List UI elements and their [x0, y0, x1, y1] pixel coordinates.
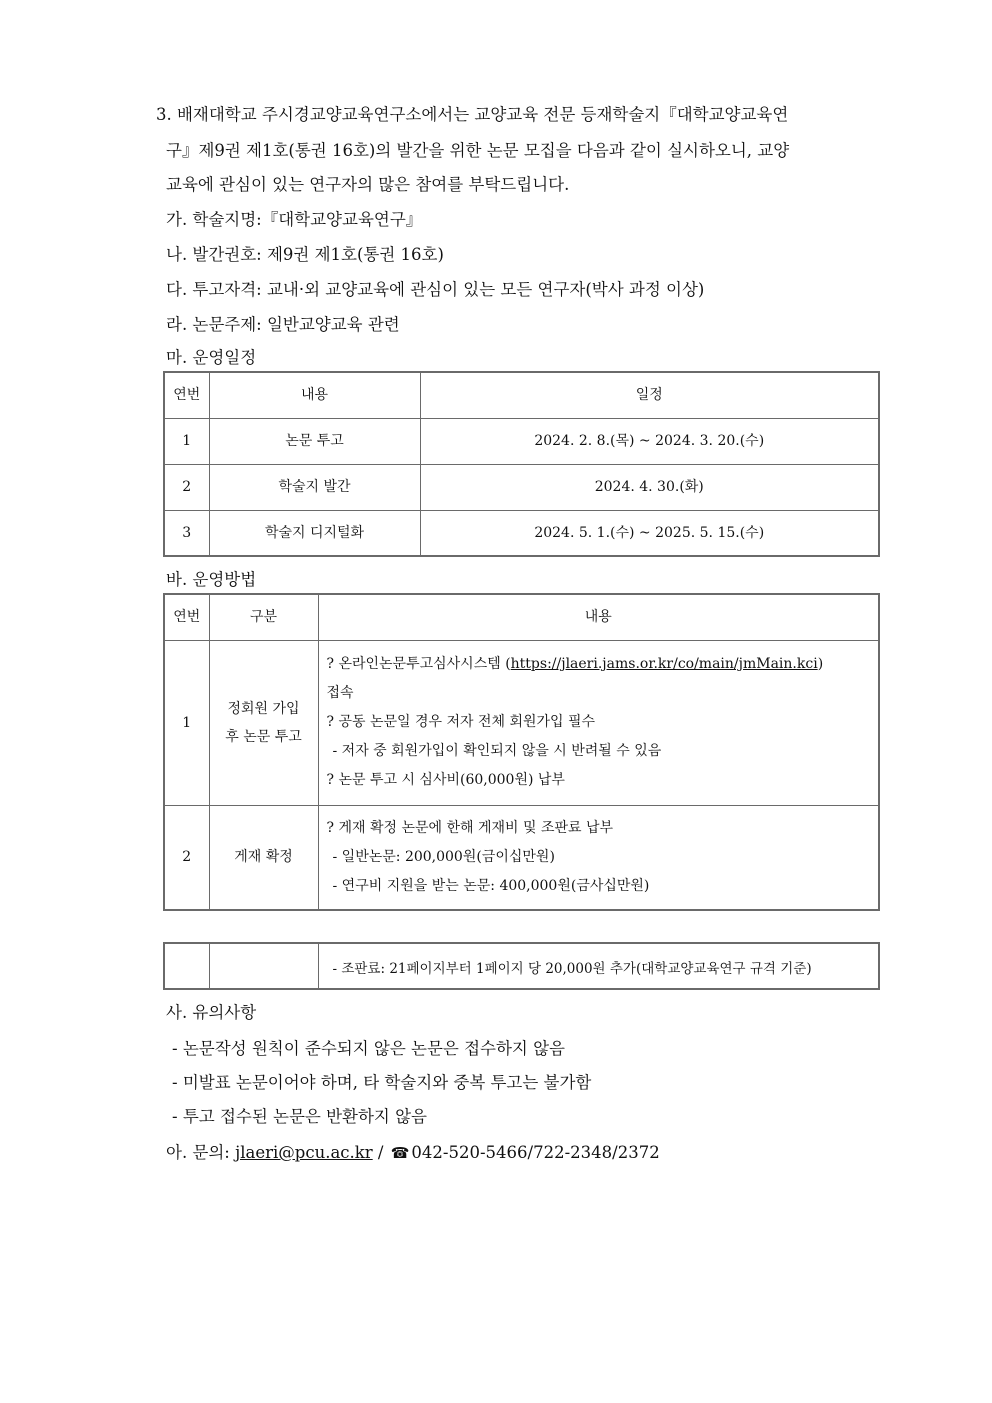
intro-line-1: 3. 배재대학교 주시경교양교육연구소에서는 교양교육 전문 등재학술지『대학교양교육연	[156, 105, 789, 124]
header-cell: 내용	[209, 372, 420, 418]
category-line: 후 논문 투고	[225, 728, 302, 745]
table-cell: 2	[164, 464, 209, 510]
item-method-heading: 바. 운영방법	[166, 570, 257, 589]
table-row	[164, 464, 879, 510]
table-cell: 1	[164, 640, 209, 805]
content-line: - 일반논문: 200,000원(금이십만원)	[332, 848, 555, 865]
intro-line-3: 교육에 관심이 있는 연구자의 많은 참여를 부탁드립니다.	[166, 175, 570, 194]
table-cell: 게재 확정	[209, 805, 318, 910]
table-cell	[164, 943, 209, 989]
content-line: 접속	[326, 685, 354, 701]
content-cell	[318, 943, 879, 989]
table-cell: 논문 투고	[209, 418, 420, 464]
item-notes-heading: 사. 유의사항	[166, 1003, 257, 1022]
table-cell: 2024. 5. 1.(수) ~ 2025. 5. 15.(수)	[420, 510, 879, 556]
table-cell: 1	[164, 418, 209, 464]
content-line: - 저자 중 회원가입이 확인되지 않을 시 반려될 수 있음	[332, 743, 662, 759]
table-cell	[209, 640, 318, 805]
content-line: - 조판료: 21페이지부터 1페이지 당 20,000원 추가(대학교양교육연구 규격 기준)	[332, 961, 812, 977]
table-cell: 학술지 디지털화	[209, 510, 420, 556]
content-line: ? 공동 논문일 경우 저자 전체 회원가입 필수	[326, 714, 596, 730]
note-item: - 논문작성 원칙이 준수되지 않은 논문은 접수하지 않음	[172, 1039, 565, 1058]
schedule-table	[163, 371, 880, 557]
content-line: ? 논문 투고 시 심사비(60,000원) 납부	[326, 772, 565, 788]
table-cell	[209, 943, 318, 989]
table-row	[164, 943, 879, 989]
content-line: ? 게재 확정 논문에 한해 게재비 및 조판료 납부	[326, 819, 614, 836]
item-eligibility: 다. 투고자격: 교내·외 교양교육에 관심이 있는 모든 연구자(박사 과정 이상)	[166, 280, 705, 299]
header-cell: 연번	[164, 594, 209, 640]
item-journal-name: 가. 학술지명:『대학교양교육연구』	[166, 210, 423, 229]
intro-line-2: 구』제9권 제1호(통권 16호)의 발간을 위한 논문 모집을 다음과 같이 실시하오니, 교양	[166, 141, 790, 160]
header-cell: 구분	[209, 594, 318, 640]
table-row	[164, 418, 879, 464]
header-cell: 내용	[318, 594, 879, 640]
content-line	[327, 650, 871, 679]
category-line: 정회원 가입	[227, 700, 300, 717]
contact-label: 아. 문의:	[166, 1143, 236, 1162]
table-cell: 3	[164, 510, 209, 556]
table-cell: 2024. 4. 30.(화)	[420, 464, 879, 510]
table-row	[164, 805, 879, 910]
table-cell: 2024. 2. 8.(목) ~ 2024. 3. 20.(수)	[420, 418, 879, 464]
contact-email-link[interactable]: jlaeri@pcu.ac.kr	[235, 1143, 373, 1162]
item-contact	[166, 1142, 660, 1164]
content-cell	[318, 805, 879, 910]
content-text: ? 온라인논문투고심사시스템 (	[326, 656, 511, 672]
contact-separator: /	[372, 1143, 389, 1162]
submission-system-link[interactable]: https://jlaeri.jams.or.kr/co/main/jmMain.kci	[510, 656, 818, 672]
item-topic: 라. 논문주제: 일반교양교육 관련	[166, 315, 400, 334]
item-schedule-heading: 마. 운영일정	[166, 348, 257, 367]
content-line: - 연구비 지원을 받는 논문: 400,000원(금사십만원)	[332, 877, 650, 894]
table-header-row	[164, 594, 879, 640]
note-item: - 미발표 논문이어야 하며, 타 학술지와 중복 투고는 불가함	[172, 1073, 592, 1092]
note-item: - 투고 접수된 논문은 반환하지 않음	[172, 1107, 427, 1126]
content-cell	[318, 640, 879, 805]
method-table-continuation	[163, 942, 880, 990]
table-row	[164, 640, 879, 805]
table-cell: 학술지 발간	[209, 464, 420, 510]
table-cell: 2	[164, 805, 209, 910]
header-cell: 연번	[164, 372, 209, 418]
table-header-row	[164, 372, 879, 418]
contact-phone: 042-520-5466/722-2348/2372	[411, 1143, 660, 1162]
telephone-icon: ☎	[390, 1144, 410, 1162]
method-table	[163, 593, 880, 911]
content-text: )	[817, 656, 824, 672]
table-row	[164, 510, 879, 556]
item-issue: 나. 발간권호: 제9권 제1호(통권 16호)	[166, 245, 444, 264]
header-cell: 일정	[420, 372, 879, 418]
